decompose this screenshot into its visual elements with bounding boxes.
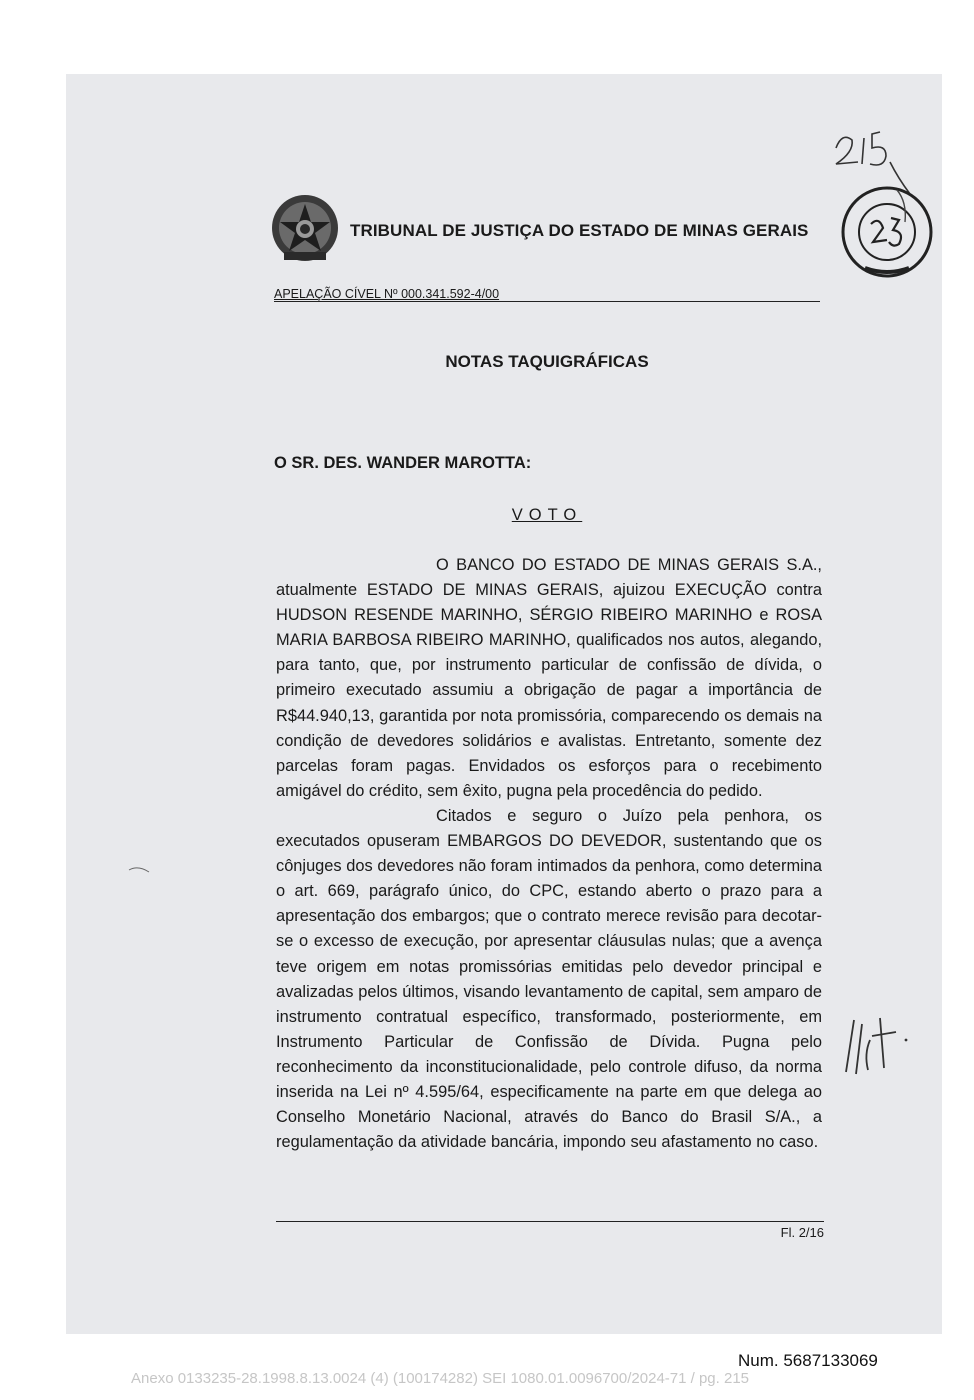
paragraph: O BANCO DO ESTADO DE MINAS GERAIS S.A., atualmente ESTADO DE MINAS GERAIS, ajuizou EXECUÇÃO contra HUDSON RESENDE MARINHO, SÉRGIO RIBEIRO MARINHO e ROSA MARIA BARBOSA RIBEIRO MARINHO, qualificados nos autos, alegando, para tanto, que, por instrumento particular de confissão de dívida, o primeiro executado assumiu a obrigação de pagar a importância de R$44.940,13, garantida por nota promissória, comparecendo os demais na condição de devedores solidários e avalistas. Entretanto, somente dez parcelas foram pagas. Envidados os esforços para o recebimento amigável do crédito, sem êxito, pugna pela procedência do pedido. — [276, 556, 822, 800]
case-number: APELAÇÃO CÍVEL Nº 000.341.592-4/00 — [274, 287, 500, 301]
court-seal-stamp — [835, 182, 939, 282]
voto-heading: VOTO — [511, 506, 583, 524]
handwritten-side-note — [840, 1010, 920, 1080]
paragraph: Citados e seguro o Juízo pela penhora, os executados opuseram EMBARGOS DO DEVEDOR, sustentando que os cônjuges dos devedores não foram intimados da penhora, como determina o art. 669, parágrafo único, do CPC, estando aberto o prazo para a apresentação dos embargos; que o contrato merece revisão para decotar-se o excesso de execução, por apresentar cláusulas nulas; que a avença teve origem em notas promissórias emitidas pelo devedor principal e avalizadas pelos últimos, visando levantamento de capital, sem amparo de instrumento contratual específico, transformado, posteriormente, em Instrumento Particular de Confissão de Dívida. Pugna pelo reconhecimento da inconstitucionalidade, pelo controle difuso, da norma inserida na Lei nº 4.595/64, especificamente na parte em que delega ao Conselho Monetário Nacional, através do Banco do Brasil S/A., a regulamentação da atividade bancária, impondo seu afastamento no caso. — [276, 806, 822, 1152]
court-title: TRIBUNAL DE JUSTIÇA DO ESTADO DE MINAS GERAIS — [350, 221, 809, 240]
annex-reference: Anexo 0133235-28.1998.8.13.0024 (4) (100174282) SEI 1080.01.0096700/2024-71 / pg. 215 — [131, 1370, 750, 1387]
coat-of-arms-icon — [270, 192, 340, 264]
page-number: Fl. 2/16 — [780, 1225, 824, 1240]
stray-pen-mark — [128, 864, 150, 874]
case-number-line — [274, 287, 820, 302]
document-number: Num. 5687133069 — [738, 1351, 878, 1370]
section-title: NOTAS TAQUIGRÁFICAS — [445, 352, 649, 371]
footer-divider — [276, 1221, 824, 1222]
vote-body — [276, 553, 822, 1155]
speaker-heading: O SR. DES. WANDER MAROTTA: — [274, 454, 532, 472]
